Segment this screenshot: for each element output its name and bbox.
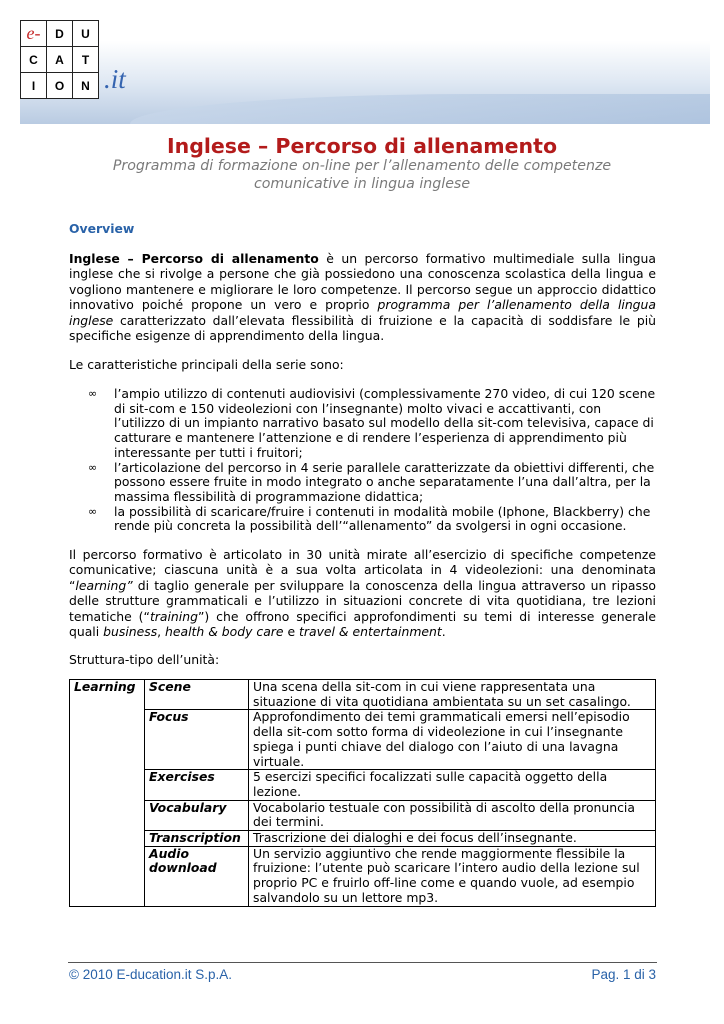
table-cell-name: Focus bbox=[145, 710, 249, 770]
text-run: , bbox=[157, 624, 166, 640]
text-run-italic: learning” bbox=[75, 577, 133, 593]
bullet-icon: ∞ bbox=[88, 504, 98, 518]
logo-suffix: .it bbox=[104, 64, 126, 94]
list-item-text: l’ampio utilizzo di contenuti audiovisivi (complessivamente 270 video, di cui 120 scene di sit-com e 150 videolezioni con l’insegnante) molto vivaci e accattivanti, con l’utilizzo di un impianto narrativo basato sul modello della sit-com televisiva, capace di catturare e mantenere l’attenzione e di rendere l’esperienza di apprendimento più interessante per tutti i fruitori; bbox=[114, 386, 656, 460]
bullet-icon: ∞ bbox=[88, 387, 98, 400]
list-item-text: la possibilità di scaricare/fruire i contenuti in modalità mobile (Iphone, Blackberry) che rende più concreta la possibilità dell’“allenamento” da svolgersi in ogni occasione. bbox=[114, 503, 651, 534]
footer-divider bbox=[68, 962, 657, 963]
table-cell-desc: 5 esercizi specifici focalizzati sulle capacità oggetto della lezione. bbox=[249, 770, 656, 800]
intro-text: è un percorso formativo multimediale sulla lingua inglese che si rivolge a persone che già possiedono una conoscenza scolastica della lingua e vogliono mantenere e migliorare le loro competenze. Il percorso segue un approccio didattico innovativo poiché propone un vero e proprio bbox=[69, 251, 656, 313]
footer-copyright: © 2010 E-ducation.it S.p.A. bbox=[69, 967, 233, 982]
text-run: e bbox=[283, 624, 300, 640]
text-run: . bbox=[441, 624, 446, 640]
intro-paragraph bbox=[69, 251, 656, 343]
list-item-text: l’articolazione del percorso in 4 serie parallele caratterizzate da obiettivi differenti, che possono essere fruite in modo integrato o anche separatamente l’una dall’altra, per la massima flessibilità di programmazione didattica; bbox=[114, 459, 655, 504]
table-cell-name: Scene bbox=[145, 680, 249, 710]
text-run: ”) che offrono specifici approfondimenti su temi di interesse generale quali bbox=[69, 608, 656, 640]
table-cell-name: Vocabulary bbox=[145, 800, 249, 830]
logo-cell: I bbox=[21, 73, 47, 99]
logo-cell: e- bbox=[21, 21, 47, 47]
table-cell-desc: Trascrizione dei dialoghi e dei focus dell’insegnante. bbox=[249, 831, 656, 847]
table-cell-name: Audio download bbox=[145, 846, 249, 906]
table-group-cell: Learning bbox=[70, 680, 145, 907]
list-item bbox=[69, 461, 656, 505]
text-run-italic: training bbox=[149, 608, 198, 624]
logo-cell: O bbox=[47, 73, 73, 99]
table-row bbox=[70, 710, 656, 770]
education-logo bbox=[20, 20, 99, 99]
logo-cell: C bbox=[21, 47, 47, 73]
intro-emphasis: programma per l’allenamento della lingua inglese bbox=[69, 297, 656, 328]
table-cell-desc: Un servizio aggiuntivo che rende maggiormente flessibile la fruizione: l’utente può scaricare l’intero audio della lezione sul proprio PC e fruirlo off-line come e quando vuole, ad esempio salvandolo su un lettore mp3. bbox=[249, 846, 656, 906]
table-cell-desc: Vocabolario testuale con possibilità di ascolto della pronuncia dei termini. bbox=[249, 800, 656, 830]
list-item bbox=[69, 505, 656, 534]
table-row bbox=[70, 846, 656, 906]
table-row bbox=[70, 680, 656, 710]
logo-cell: D bbox=[47, 21, 73, 47]
bullet-icon: ∞ bbox=[88, 460, 98, 474]
logo-cell: A bbox=[47, 47, 73, 73]
banner-wave bbox=[130, 94, 710, 124]
logo-cell: N bbox=[73, 73, 99, 99]
page-subtitle: Programma di formazione on-line per l’allenamento delle competenze comunicative in lingua inglese bbox=[112, 158, 612, 192]
table-row bbox=[70, 831, 656, 847]
text-run-italic: business bbox=[103, 624, 158, 640]
table-cell-name: Exercises bbox=[145, 770, 249, 800]
text-run: di taglio generale per sviluppare la conoscenza della lingua attraverso un ripasso delle strutture grammaticali e l’utilizzo in situazioni concrete di vita quotidiana, tre lezioni tematiche (“ bbox=[69, 577, 656, 624]
table-row bbox=[70, 800, 656, 830]
product-name: Inglese – Percorso di allenamento bbox=[69, 251, 319, 266]
table-cell-name: Transcription bbox=[145, 831, 249, 847]
table-caption: Struttura-tipo dell’unità: bbox=[69, 652, 220, 667]
footer-page-number: Pag. 1 di 3 bbox=[591, 967, 656, 982]
intro-text-end: caratterizzato dall’elevata flessibilità di fruizione e la capacità di soddisfare le più specifiche esigenze di apprendimento della lingua. bbox=[69, 312, 656, 344]
list-item bbox=[69, 387, 656, 461]
text-run-italic: health & body care bbox=[165, 624, 284, 640]
logo-cell: U bbox=[73, 21, 99, 47]
text-run-italic: travel & entertainment bbox=[299, 624, 442, 640]
table-cell-desc: Approfondimento dei temi grammaticali emersi nell’episodio della sit-com sotto forma di videolezione in cui l’insegnante spiega i punti chiave del dialogo con l’aiuto di una lavagna virtuale. bbox=[249, 710, 656, 770]
table-row bbox=[70, 770, 656, 800]
logo-cell: T bbox=[73, 47, 99, 73]
page-title: Inglese – Percorso di allenamento bbox=[166, 134, 558, 158]
features-list bbox=[69, 387, 656, 534]
text-run: Il percorso formativo è articolato in 30 unità mirate all’esercizio di specifiche competenze comunicative; ciascuna unità è a sua volta articolata in 4 videolezioni: una denominata “ bbox=[69, 547, 656, 593]
table-cell-desc: Una scena della sit-com in cui viene rappresentata una situazione di vita quotidiana ambientata su un set casalingo. bbox=[249, 680, 656, 710]
features-intro: Le caratteristiche principali della serie sono: bbox=[69, 357, 344, 372]
overview-heading: Overview bbox=[69, 221, 135, 236]
structure-paragraph bbox=[69, 547, 656, 639]
unit-structure-table bbox=[69, 679, 656, 907]
